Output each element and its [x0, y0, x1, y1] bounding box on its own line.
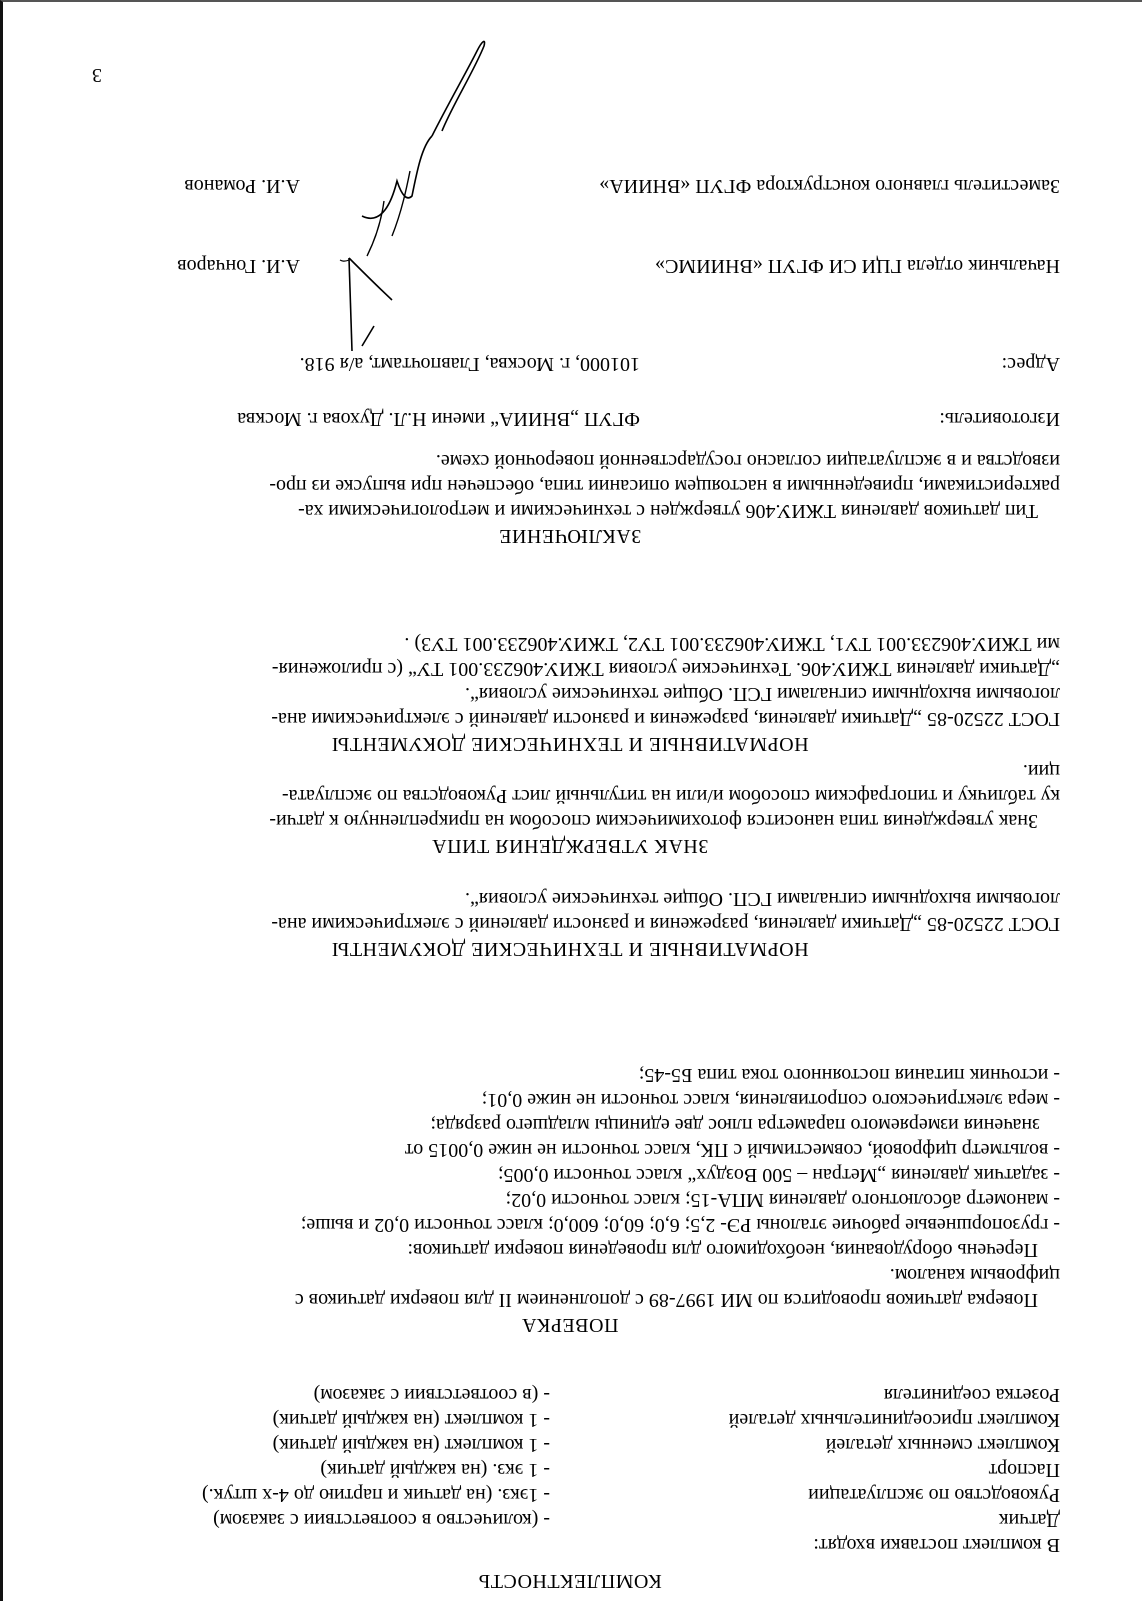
section-norm-docs-1 — [80, 886, 1060, 961]
equipment-item: - задатчик давления „Метран – 500 Воздух“ класс точности 0,005; — [497, 1164, 1060, 1186]
poverka-para-line1: Поверка датчиков проводится по МИ 1997-89 с дополнением II для поверки датчиков с — [294, 1289, 1038, 1311]
zaklyuchenie-line2: рактеристиками, приведенными в настоящем описании типа, обеспечен при выпуске из про- — [269, 475, 1060, 497]
znak-line3: ции. — [1022, 760, 1060, 782]
section-norm-docs-2 — [80, 631, 1060, 756]
item-name: Паспорт — [988, 1459, 1060, 1481]
manufacturer-row — [80, 406, 1060, 431]
heading-norm-docs-2: НОРМАТИВНЫЕ И ТЕХНИЧЕСКИЕ ДОКУМЕНТЫ — [331, 733, 809, 755]
item-name: Датчик — [998, 1509, 1060, 1531]
list-item — [80, 1382, 1060, 1407]
section-zaklyuchenie — [80, 448, 1060, 548]
signatory-title: Начальник отдела ГЦИ СИ ФГУП «ВНИИМС» — [655, 255, 1060, 277]
list-item — [80, 1482, 1060, 1507]
section-poverka — [80, 1062, 1060, 1337]
section-komplektnost — [80, 1568, 1060, 1593]
page-number: 3 — [92, 64, 102, 86]
heading-znak: ЗНАК УТВЕРЖДЕНИЯ ТИПА — [431, 835, 709, 857]
manufacturer-label: Изготовитель: — [939, 408, 1060, 430]
signatory-name: А.И. Романов — [184, 175, 300, 197]
item-name: Розетка соединителя — [883, 1384, 1060, 1406]
equipment-item-continued: значения измеряемого параметра плюс две единицы младшего разряда; — [430, 1114, 1040, 1136]
heading-komplektnost: КОМПЛЕКТНОСТЬ — [478, 1570, 662, 1592]
komplektnost-intro: В комплект поставки входят: — [813, 1534, 1060, 1556]
heading-zaklyuchenie: ЗАКЛЮЧЕНИЕ — [498, 525, 642, 547]
signature-row-romanov — [80, 173, 1060, 198]
address-label: Адрес: — [1001, 353, 1060, 375]
equipment-item: - грузопоршневые рабочие эталоны РЭ- 2,5; 6,0; 60,0; 600,0; класс точности 0,02 и выше; — [300, 1214, 1060, 1236]
section-znak — [80, 758, 1060, 858]
heading-norm-docs-1: НОРМАТИВНЫЕ И ТЕХНИЧЕСКИЕ ДОКУМЕНТЫ — [331, 938, 809, 960]
equipment-intro: Перечень оборудования, необходимого для проведения поверки датчиков: — [407, 1239, 1038, 1261]
item-qty: - 1 комплект (на каждый датчик) — [272, 1409, 550, 1431]
item-name: Руководство по эксплуатации — [808, 1484, 1060, 1506]
handwritten-signature-romanov-icon — [362, 36, 502, 256]
list-item — [80, 1507, 1060, 1532]
signatory-title: Заместитель главного конструктора ФГУП «ВНИИА» — [599, 175, 1060, 197]
address-row — [80, 351, 1060, 376]
item-qty: - 1 экз. (на каждый датчик) — [320, 1459, 550, 1481]
list-item — [80, 1432, 1060, 1457]
item-qty: - 1экз. (на датчик и партию до 4-х штук.) — [201, 1484, 550, 1506]
item-qty: - 1 комплект (на каждый датчик) — [272, 1434, 550, 1456]
zaklyuchenie-line3: изводства и в эксплуатации согласно государственной поверочной схеме. — [435, 450, 1060, 472]
equipment-item: - вольтметр цифровой, совместимый с ПК, класс точности не ниже 0,0015 от — [404, 1139, 1060, 1161]
zaklyuchenie-line1: Тип датчиков давления ТЖИУ.406 утвержден с техническими и метрологическими ха- — [298, 500, 1038, 522]
address-value: 101000, г. Москва, Главпочтамт, а/я 918. — [299, 353, 640, 375]
norm-docs-2-line4: ми ТЖИУ.406233.001 ТУ1, ТЖИУ.406233.001 ТУ2, ТЖИУ.406233.001 ТУ3) . — [404, 633, 1060, 655]
znak-line1: Знак утверждения типа наносится фотохимическим способом на прикрепленную к датчи- — [269, 810, 1038, 832]
list-item — [80, 1457, 1060, 1482]
norm-docs-1-line1: ГОСТ 22520-85 „Датчики давления, разрежения и разности давлений с электрическими ана- — [271, 913, 1060, 935]
norm-docs-1-line2: логовыми выходными сигналами ГСП. Общие технические условия“. — [464, 888, 1060, 910]
znak-line2: ку табличку и типографским способом и/или на титульный лист Руководства по эксплуата- — [282, 785, 1060, 807]
item-name: Комплект присоединительных деталей — [728, 1409, 1060, 1431]
list-item — [80, 1407, 1060, 1432]
norm-docs-2-line2: логовыми выходными сигналами ГСП. Общие технические условия“. — [464, 683, 1060, 705]
norm-docs-2-line1: ГОСТ 22520-85 „Датчики давления, разрежения и разности давлений с электрическими ана- — [271, 708, 1060, 730]
komplektnost-list — [80, 1382, 1060, 1557]
item-qty: - (в соответствии с заказом) — [313, 1384, 550, 1406]
item-name: Комплект сменных деталей — [825, 1434, 1060, 1456]
heading-poverka: ПОВЕРКА — [521, 1314, 619, 1336]
equipment-item: - источник питания постоянного тока типа Б5-45; — [638, 1064, 1060, 1086]
equipment-item: - мера электрического сопротивления, класс точности не ниже 0,01; — [481, 1089, 1060, 1111]
signatory-name: А.И. Гончаров — [177, 255, 300, 277]
poverka-para-line2: цифровым каналом. — [889, 1264, 1060, 1286]
manufacturer-value: ФГУП „ВНИИА“ имени Н.Л. Духова г. Москва — [237, 408, 640, 430]
norm-docs-2-line3: „Датчики давления ТЖИУ.406. Технические условия ТЖИУ.406233.001 ТУ“ (с приложения- — [271, 658, 1060, 680]
signature-row-goncharov — [80, 253, 1060, 278]
equipment-item: - манометр абсолютного давления МПА-15; класс точности 0,02; — [505, 1189, 1060, 1211]
item-qty: - (количество в соответствии с заказом) — [213, 1509, 550, 1531]
